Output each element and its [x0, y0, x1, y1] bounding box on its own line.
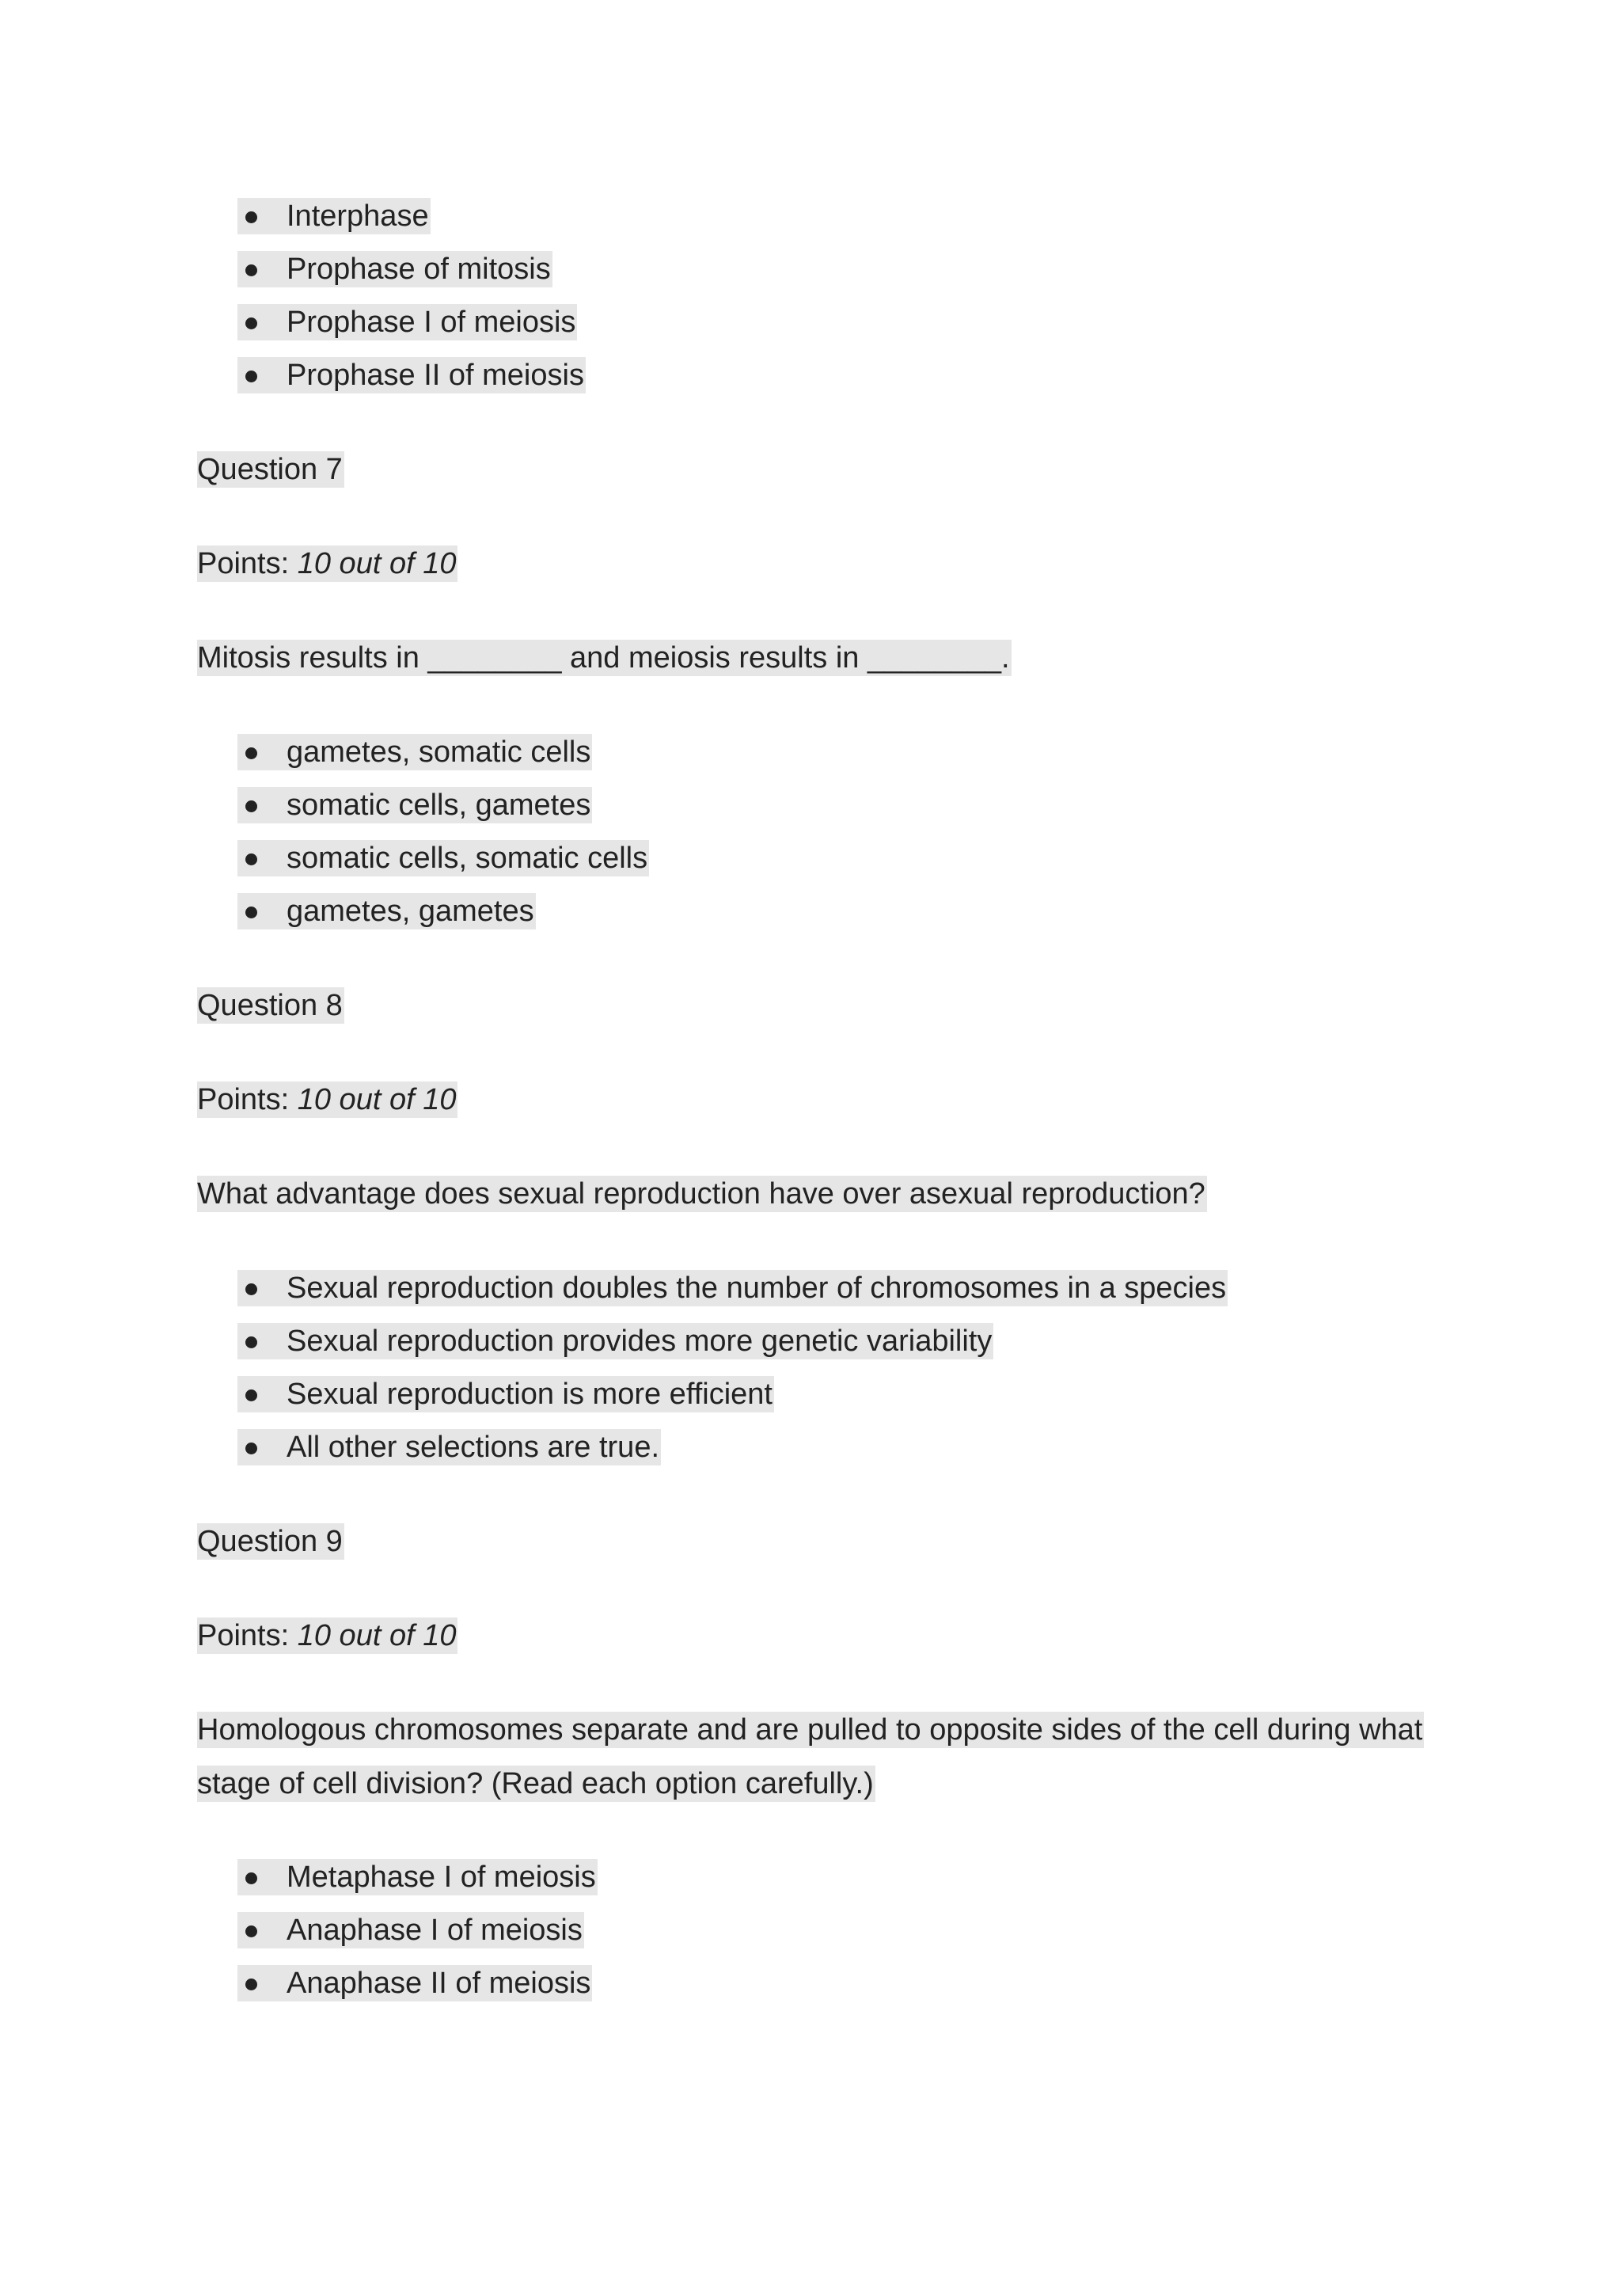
question-points: [197, 1617, 457, 1654]
bullet-icon: [245, 264, 257, 276]
question-points: [197, 545, 457, 582]
q8-option-label: Sexual reproduction doubles the number of chromosomes in a species: [287, 1272, 1227, 1305]
q7-option-2: [287, 787, 592, 823]
bullet-icon: [245, 1925, 257, 1937]
q6-option-label: Interphase: [287, 200, 429, 233]
q9-option-label: Anaphase I of meiosis: [287, 1914, 583, 1947]
q7-option-label: somatic cells, gametes: [287, 789, 591, 822]
q8-option-label: Sexual reproduction provides more genetic variability: [287, 1325, 993, 1358]
q7-option-1: [287, 734, 592, 770]
question-prompt: Mitosis results in ________ and meiosis results in ________.: [197, 641, 1010, 675]
q6-option-1: [287, 198, 431, 234]
q6-option-3: [287, 304, 577, 340]
bullet-icon: [245, 1872, 257, 1884]
q8-option-2: [287, 1323, 993, 1359]
q7-option-label: gametes, somatic cells: [287, 736, 591, 769]
question-title: Question 9: [197, 1525, 343, 1558]
bullet-icon: [245, 1283, 257, 1295]
bullet-icon: [245, 371, 257, 382]
bullet-icon: [245, 853, 257, 865]
q6-option-2: [287, 251, 552, 287]
bullet-icon: [245, 317, 257, 329]
q7-option-3: [287, 840, 649, 876]
q7-option-label: somatic cells, somatic cells: [287, 842, 648, 875]
points-value: 10 out of 10: [297, 547, 457, 580]
q6-option-label: Prophase of mitosis: [287, 253, 551, 286]
q9-option-1: [287, 1859, 598, 1895]
q8-option-label: Sexual reproduction is more efficient: [287, 1378, 773, 1411]
q7-option-4: [287, 893, 536, 929]
points-label: Points:: [197, 1619, 298, 1652]
prompt-line-2: stage of cell division? (Read each option carefully.): [197, 1767, 874, 1800]
question-prompt: What advantage does sexual reproduction have over asexual reproduction?: [197, 1177, 1205, 1211]
q6-option-label: Prophase II of meiosis: [287, 359, 584, 392]
points-label: Points:: [197, 547, 298, 580]
q8-option-4: [287, 1429, 661, 1465]
points-value: 10 out of 10: [297, 1083, 457, 1116]
points-label: Points:: [197, 1083, 298, 1116]
bullet-icon: [245, 907, 257, 918]
bullet-icon: [245, 1336, 257, 1348]
prompt-line-1: Homologous chromosomes separate and are pulled to opposite sides of the cell during what: [197, 1713, 1423, 1747]
q9-option-3: [287, 1965, 592, 2001]
bullet-icon: [245, 211, 257, 223]
q9-option-2: [287, 1912, 584, 1948]
points-value: 10 out of 10: [297, 1619, 457, 1652]
question-prompt: [197, 1712, 1424, 1802]
bullet-icon: [245, 1979, 257, 1990]
q8-option-3: [287, 1376, 774, 1412]
question-title: Question 8: [197, 989, 343, 1022]
question-points: [197, 1081, 457, 1118]
q9-option-label: Metaphase I of meiosis: [287, 1861, 596, 1894]
bullet-icon: [245, 747, 257, 759]
q6-option-4: [287, 357, 586, 393]
q8-option-1: [287, 1270, 1228, 1306]
q7-option-label: gametes, gametes: [287, 895, 534, 928]
bullet-icon: [245, 800, 257, 812]
question-title: Question 7: [197, 453, 343, 486]
q9-option-label: Anaphase II of meiosis: [287, 1967, 591, 2000]
q6-option-label: Prophase I of meiosis: [287, 306, 576, 339]
q8-option-label: All other selections are true.: [287, 1431, 660, 1464]
bullet-icon: [245, 1389, 257, 1401]
bullet-icon: [245, 1443, 257, 1454]
